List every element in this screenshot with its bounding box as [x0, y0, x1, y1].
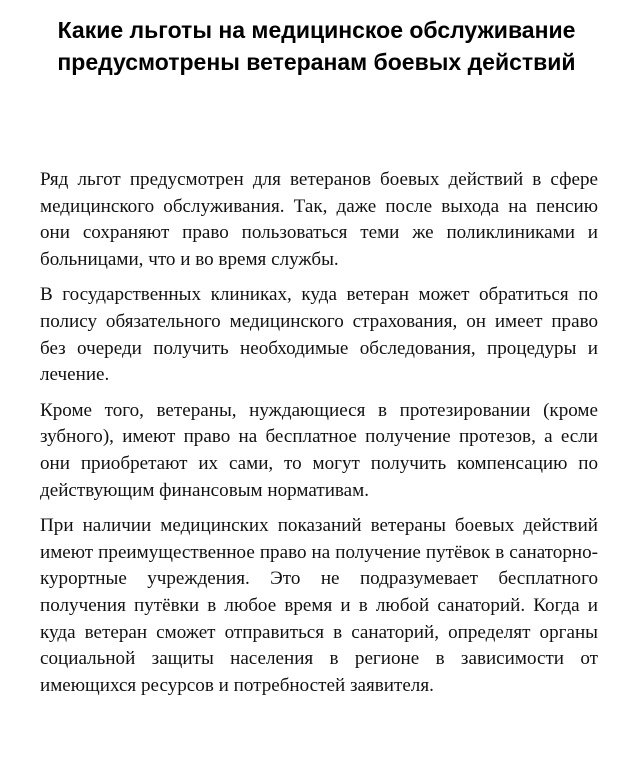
document-title: Какие льготы на медицинское обслуживание предусмотрены ветеранам боевых действий: [57, 17, 576, 75]
paragraph-sanatorium: При наличии медицинских показаний ветераны боевых действий имеют преимущественное право на получение путёвок в санаторно-курортные учреждения. Это не подразумевает бесплатного получения путёвки в любое время и в любой санаторий. Когда и куда ветеран сможет отправиться в санаторий, определят органы социальной защиты населения в регионе в зависимости от имеющихся ресурсов и потребностей заявителя.: [40, 515, 598, 696]
paragraph-medical-service: Ряд льгот предусмотрен для ветеранов боевых действий в сфере медицинского обслуживания. Так, даже после выхода на пенсию они сохраняют право пользоваться теми же поликлиниками и больницами, что и во время службы.: [40, 169, 598, 270]
paragraph-prosthetics: Кроме того, ветераны, нуждающиеся в протезировании (кроме зубного), имеют право на бесплатное получение протезов, а если они приобретают их сами, то могут получить компенсацию по действующим финансовым нормативам.: [40, 399, 598, 501]
paragraph-state-clinics: В государственных клиниках, куда ветеран может обратиться по полису обязательного медицинского страхования, он имеет право без очереди получить необходимые обследования, процедуры и лечение.: [40, 284, 598, 386]
document-body: [40, 167, 598, 708]
